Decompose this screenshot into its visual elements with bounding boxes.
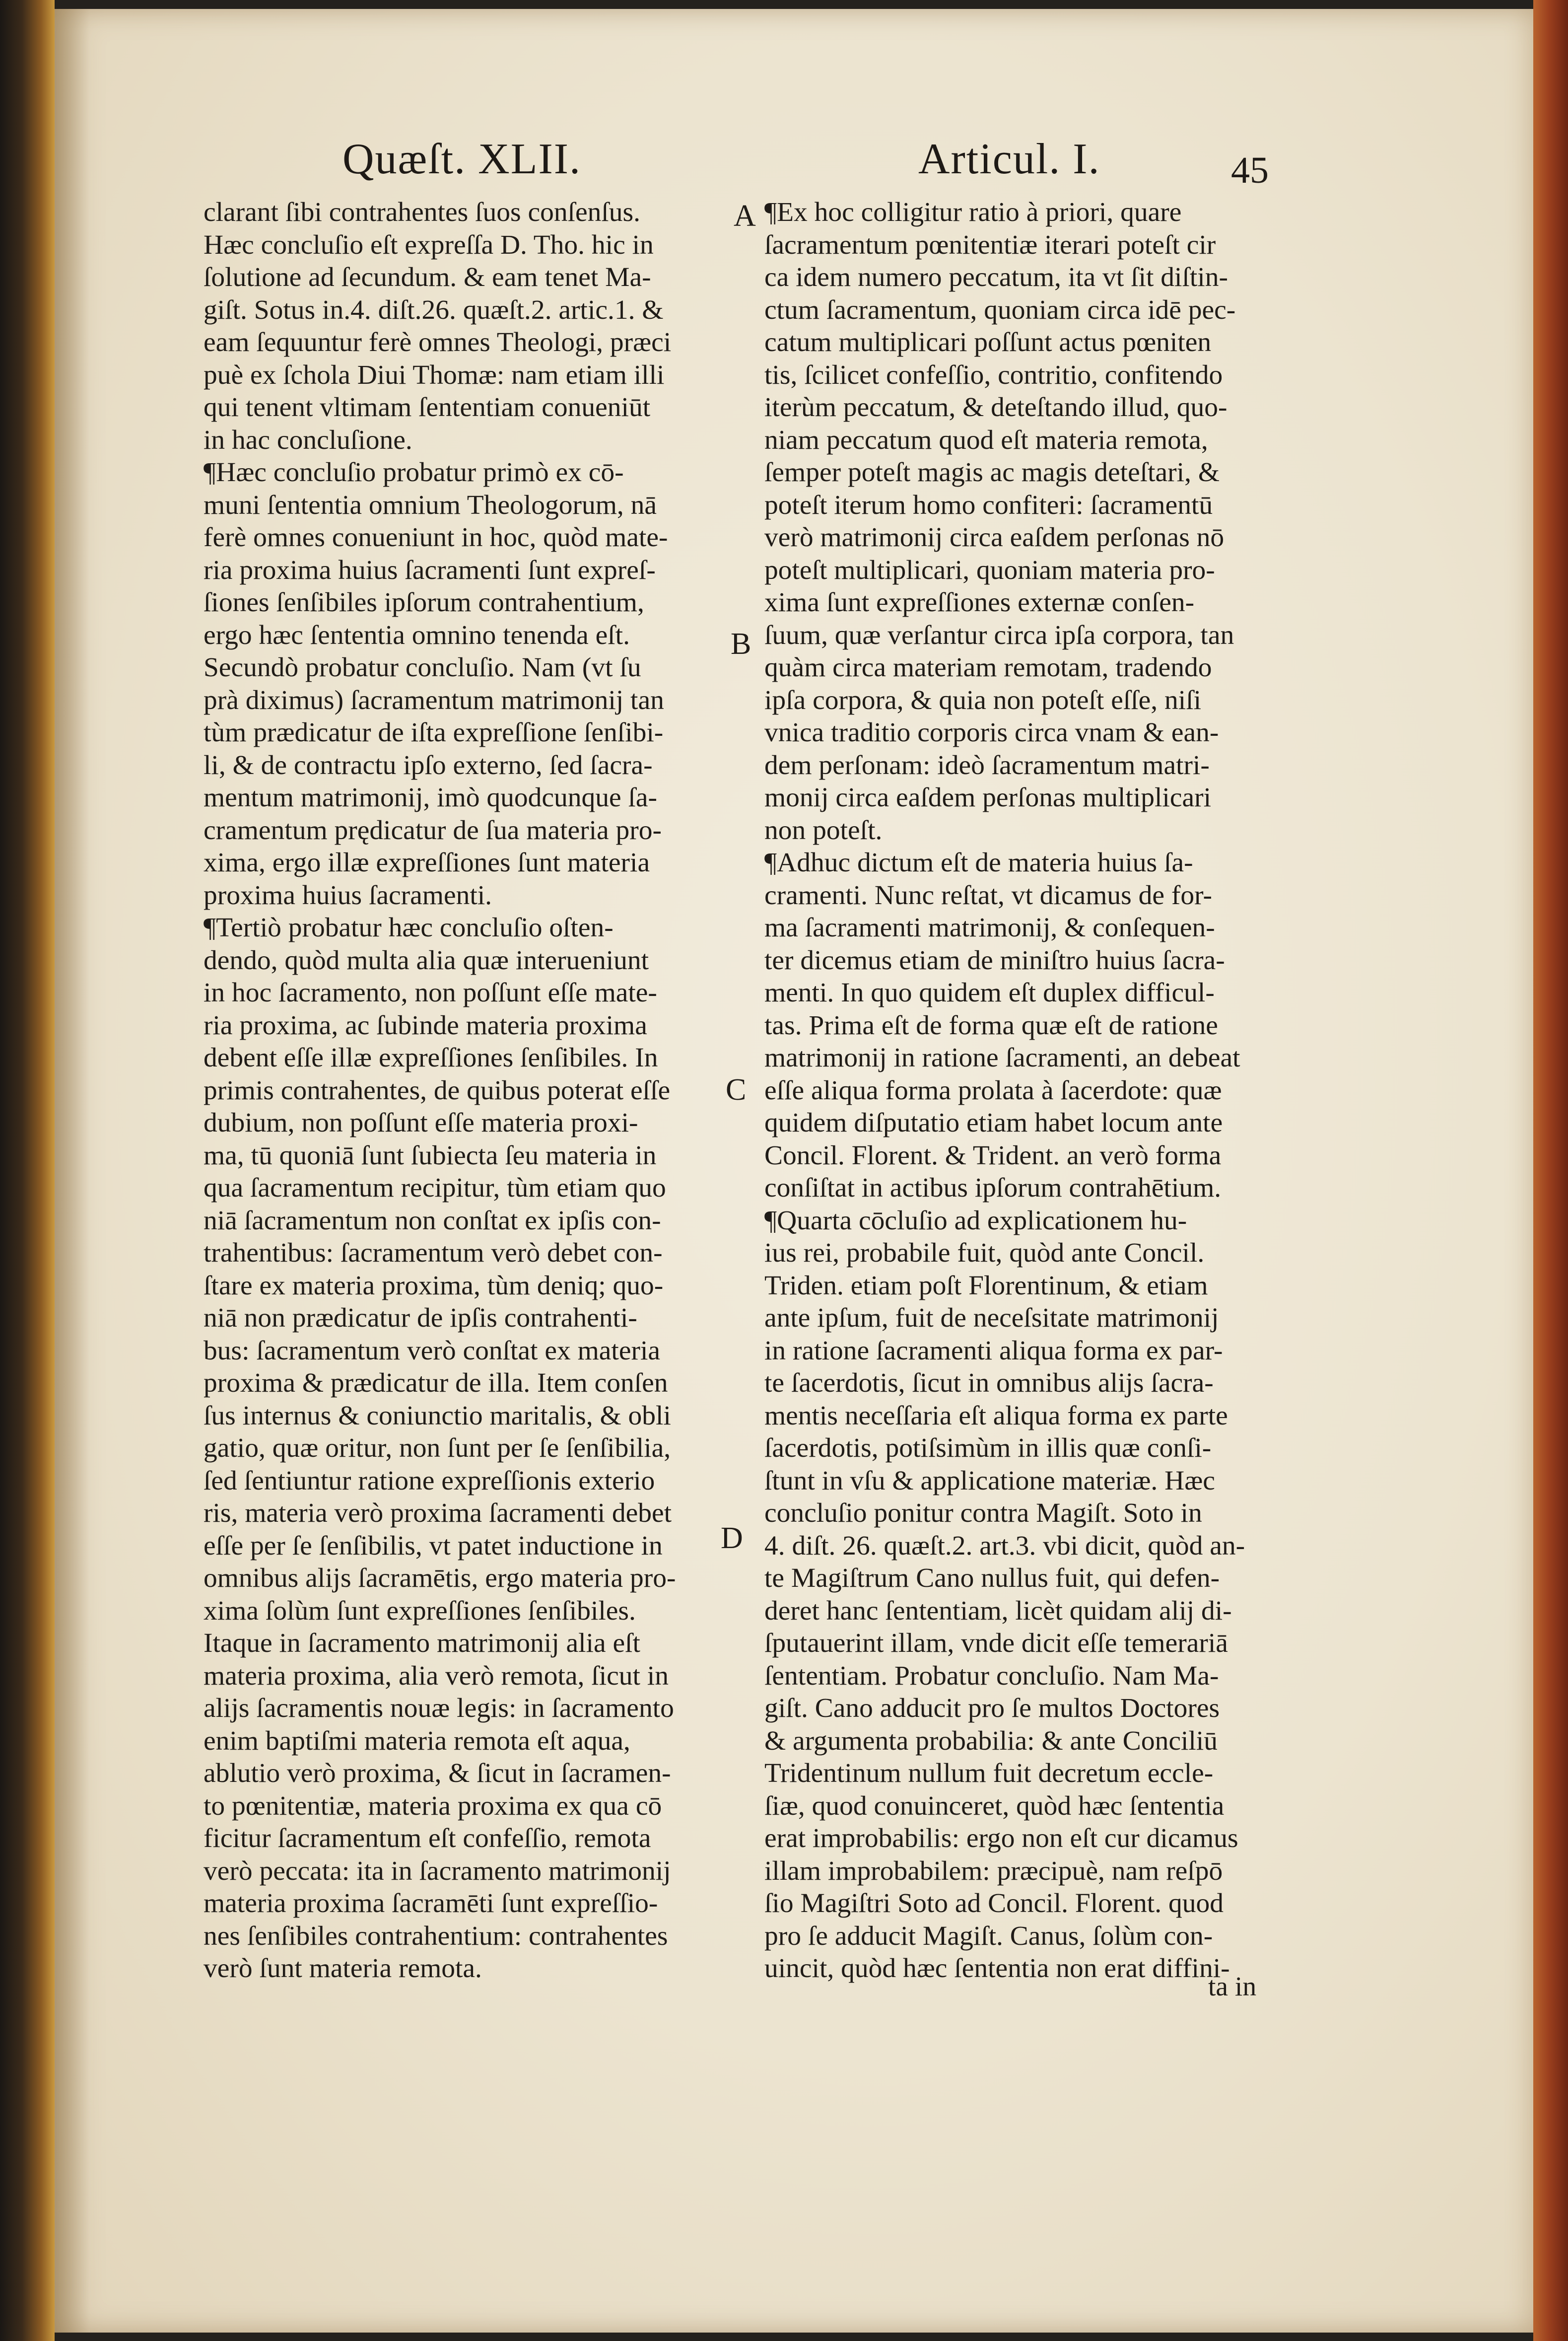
text-line: te Magiſtrum Cano nullus fuit, qui defen- [764, 1563, 1220, 1593]
text-line: te ſacerdotis, ſicut in omnibus alijs ſacra- [764, 1368, 1214, 1398]
text-line: niam peccatum quod eſt materia remota, [764, 425, 1208, 455]
text-line: in hac concluſione. [204, 425, 412, 455]
text-line: illam improbabilem: præcipuè, nam reſpō [764, 1855, 1223, 1886]
text-line: verò ſunt materia remota. [204, 1953, 482, 1984]
text-line: xima ſolùm ſunt expreſſiones ſenſibiles. [204, 1595, 636, 1626]
text-line: giſt. Sotus in.4. diſt.26. quæſt.2. artic.1. & [204, 294, 664, 325]
text-line: vnica traditio corporis circa vnam & ean- [764, 717, 1219, 748]
section-marker-d: D [721, 1521, 743, 1555]
text-line: ſiones ſenſibiles ipſorum contrahentium, [204, 587, 644, 618]
text-line: ¶Hæc concluſio probatur primò ex cō- [204, 457, 624, 488]
text-line: mentis neceſſaria eſt aliqua forma ex parte [764, 1400, 1228, 1431]
text-line: dem perſonam: ideò ſacramentum matri- [764, 750, 1210, 780]
text-line: ria proxima huius ſacramenti ſunt expreſ- [204, 555, 656, 585]
text-line: verò peccata: ita in ſacramento matrimonij [204, 1855, 671, 1886]
text-line: poteſt multiplicari, quoniam materia pro- [764, 555, 1215, 585]
text-line: iterùm peccatum, & deteſtando illud, quo- [764, 392, 1227, 423]
page-edges-red [1533, 0, 1568, 2341]
text-line: erat improbabilis: ergo non eſt cur dicamus [764, 1823, 1238, 1853]
text-line: ſtunt in vſu & applicatione materiæ. Hæc [764, 1465, 1215, 1496]
text-line: xima ſunt expreſſiones externæ conſen- [764, 587, 1195, 618]
text-line: bus: ſacramentum verò conſtat ex materia [204, 1335, 661, 1366]
catchword: ta in [1208, 1972, 1257, 2002]
text-line: to pœnitentiæ, materia proxima ex qua cō [204, 1790, 662, 1821]
text-line: Secundò probatur concluſio. Nam (vt ſu [204, 652, 641, 683]
section-marker-a: A [734, 199, 756, 233]
text-line: ſus internus & coniunctio maritalis, & obli [204, 1400, 671, 1431]
text-line: concluſio ponitur contra Magiſt. Soto in [764, 1498, 1202, 1528]
text-line: Triden. etiam poſt Florentinum, & etiam [764, 1270, 1208, 1301]
text-line: ¶Adhuc dictum eſt de materia huius ſa- [764, 848, 1193, 878]
text-line: ſputauerint illam, vnde dicit eſſe temerariā [764, 1628, 1228, 1658]
text-line: tùm prædicatur de iſta expreſſione ſenſibi- [204, 717, 664, 748]
text-line: eam ſequuntur ferè omnes Theologi, præci [204, 327, 672, 357]
text-line: Concil. Florent. & Trident. an verò forma [764, 1140, 1222, 1171]
text-line: muni ſententia omnium Theologorum, nā [204, 490, 657, 520]
text-line: ¶Tertiò probatur hæc concluſio oſten- [204, 913, 614, 943]
text-line: catum multiplicari poſſunt actus pœniten [764, 327, 1212, 357]
text-line: materia proxima, alia verò remota, ſicut in [204, 1660, 669, 1691]
text-line: ma, tū quoniā ſunt ſubiecta ſeu materia in [204, 1140, 657, 1171]
text-line: ante ipſum, fuit de neceſsitate matrimonij [764, 1303, 1219, 1333]
text-line: qua ſacramentum recipitur, tùm etiam quo [204, 1173, 666, 1203]
text-line: mentum matrimonij, imò quodcunque ſa- [204, 782, 658, 813]
text-line: Itaque in ſacramento matrimonij alia eſt [204, 1628, 640, 1658]
text-line: in ratione ſacramenti aliqua forma ex par- [764, 1335, 1223, 1366]
text-line: ris, materia verò proxima ſacramenti debet [204, 1498, 672, 1528]
text-line: dubium, non poſſunt eſſe materia proxi- [204, 1108, 638, 1138]
page-number: 45 [1231, 149, 1269, 191]
text-line: eſſe per ſe ſenſibilis, vt patet inductione in [204, 1530, 663, 1561]
text-line: prà diximus) ſacramentum matrimonij tan [204, 685, 664, 715]
running-head-article: Articul. I. [918, 135, 1100, 183]
text-line: ius rei, probabile fuit, quòd ante Concil. [764, 1238, 1205, 1268]
page-fold-shadow [55, 9, 89, 2333]
section-marker-c: C [726, 1073, 747, 1107]
text-line: ſtare ex materia proxima, tùm deniq; quo- [204, 1270, 664, 1301]
text-line: conſiſtat in actibus ipſorum contrahētium. [764, 1173, 1222, 1203]
text-line: cramenti. Nunc reſtat, vt dicamus de for- [764, 880, 1212, 911]
text-line: ma ſacramenti matrimonij, & conſequen- [764, 913, 1215, 943]
text-line: ctum ſacramentum, quoniam circa idē pec- [764, 294, 1236, 325]
text-line: pro ſe adducit Magiſt. Canus, ſolùm con- [764, 1920, 1213, 1951]
book-binding-gutter [0, 0, 55, 2341]
text-line: tis, ſcilicet confeſſio, contritio, confitendo [764, 359, 1223, 390]
text-line: ſed ſentiuntur ratione expreſſionis exterio [204, 1465, 655, 1496]
text-line: gatio, quæ oritur, non ſunt per ſe ſenſibilia, [204, 1433, 671, 1463]
text-line: tas. Prima eſt de forma quæ eſt de ratione [764, 1010, 1218, 1041]
section-marker-b: B [731, 627, 751, 661]
text-line: debent eſſe illæ expreſſiones ſenſibiles. In [204, 1043, 658, 1073]
text-line: dendo, quòd multa alia quæ interueniunt [204, 945, 649, 976]
text-line: uincit, quòd hæc ſententia non erat diffini- [764, 1953, 1230, 1984]
text-line: nes ſenſibiles contrahentium: contrahentes [204, 1920, 668, 1951]
text-line: primis contrahentes, de quibus poterat eſſe [204, 1075, 671, 1106]
text-line: menti. In quo quidem eſt duplex difficul- [764, 978, 1215, 1008]
text-line: Tridentinum nullum fuit decretum eccle- [764, 1758, 1214, 1788]
text-line: deret hanc ſententiam, licèt quidam alij di- [764, 1595, 1232, 1626]
text-line: cramentum prędicatur de ſua materia pro- [204, 815, 662, 846]
text-line: ſiæ, quod conuinceret, quòd hæc ſententia [764, 1790, 1225, 1821]
text-line: trahentibus: ſacramentum verò debet con- [204, 1238, 663, 1268]
text-line: li, & de contractu ipſo externo, ſed ſacra- [204, 750, 653, 780]
text-line: niā ſacramentum non conſtat ex ipſis con- [204, 1205, 661, 1236]
text-line: ſemper poteſt magis ac magis deteſtari, & [764, 457, 1220, 488]
text-line: eſſe aliqua forma prolata à ſacerdote: quæ [764, 1075, 1222, 1106]
text-line: proxima & prædicatur de illa. Item conſen [204, 1368, 668, 1398]
text-line: ferè omnes conueniunt in hoc, quòd mate- [204, 522, 668, 553]
text-line: ſuum, quæ verſantur circa ipſa corpora, tan [764, 620, 1234, 650]
right-text-column [764, 196, 1300, 1985]
running-head-question: Quæſt. XLII. [342, 135, 582, 183]
text-line: qui tenent vltimam ſententiam conueniūt [204, 392, 651, 423]
text-line: verò matrimonij circa eaſdem perſonas nō [764, 522, 1225, 553]
text-line: non poteſt. [764, 815, 883, 846]
text-line: ipſa corpora, & quia non poteſt eſſe, niſi [764, 685, 1202, 715]
text-line: ſacramentum pœnitentiæ iterari poteſt cir [764, 229, 1216, 260]
text-line: clarant ſibi contrahentes ſuos conſenſus. [204, 197, 641, 227]
text-line: in hoc ſacramento, non poſſunt eſſe mate- [204, 978, 657, 1008]
text-line: ſolutione ad ſecundum. & eam tenet Ma- [204, 262, 651, 292]
text-line: puè ex ſchola Diui Thomæ: nam etiam illi [204, 359, 665, 390]
text-line: giſt. Cano adducit pro ſe multos Doctores [764, 1693, 1220, 1723]
text-line: quidem diſputatio etiam habet locum ante [764, 1108, 1223, 1138]
text-line: enim baptiſmi materia remota eſt aqua, [204, 1725, 630, 1756]
text-line: quàm circa materiam remotam, tradendo [764, 652, 1212, 683]
text-line: matrimonij in ratione ſacramenti, an debeat [764, 1043, 1240, 1073]
text-line: ter dicemus etiam de miniſtro huius ſacra- [764, 945, 1225, 976]
text-line: 4. diſt. 26. quæſt.2. art.3. vbi dicit, quòd an- [764, 1530, 1245, 1561]
text-line: monij circa eaſdem perſonas multiplicari [764, 782, 1212, 813]
text-line: ¶Quarta cōcluſio ad explicationem hu- [764, 1205, 1187, 1236]
text-line: ¶Ex hoc colligitur ratio à priori, quare [764, 197, 1182, 227]
text-line: alijs ſacramentis nouæ legis: in ſacramento [204, 1693, 674, 1723]
text-line: ria proxima, ac ſubinde materia proxima [204, 1010, 647, 1041]
left-text-column [204, 196, 740, 1985]
text-line: & argumenta probabilia: & ante Conciliū [764, 1725, 1218, 1756]
text-line: omnibus alijs ſacramētis, ergo materia pro- [204, 1563, 676, 1593]
text-line: Hæc concluſio eſt expreſſa D. Tho. hic in [204, 229, 654, 260]
text-line: poteſt iterum homo confiteri: ſacramentū [764, 490, 1213, 520]
text-line: ſententiam. Probatur concluſio. Nam Ma- [764, 1660, 1219, 1691]
text-line: ablutio verò proxima, & ſicut in ſacramen- [204, 1758, 671, 1788]
text-line: ca idem numero peccatum, ita vt ſit diſtin- [764, 262, 1228, 292]
text-line: ſio Magiſtri Soto ad Concil. Florent. quod [764, 1888, 1224, 1918]
text-line: ergo hæc ſententia omnino tenenda eſt. [204, 620, 630, 650]
text-line: ſacerdotis, potiſsimùm in illis quæ conſi- [764, 1433, 1212, 1463]
text-line: niā non prædicatur de ipſis contrahenti- [204, 1303, 637, 1333]
text-line: proxima huius ſacramenti. [204, 880, 492, 911]
text-line: xima, ergo illæ expreſſiones ſunt materia [204, 848, 650, 878]
text-line: ficitur ſacramentum eſt confeſſio, remota [204, 1823, 651, 1853]
text-line: materia proxima ſacramēti ſunt expreſſio- [204, 1888, 658, 1918]
